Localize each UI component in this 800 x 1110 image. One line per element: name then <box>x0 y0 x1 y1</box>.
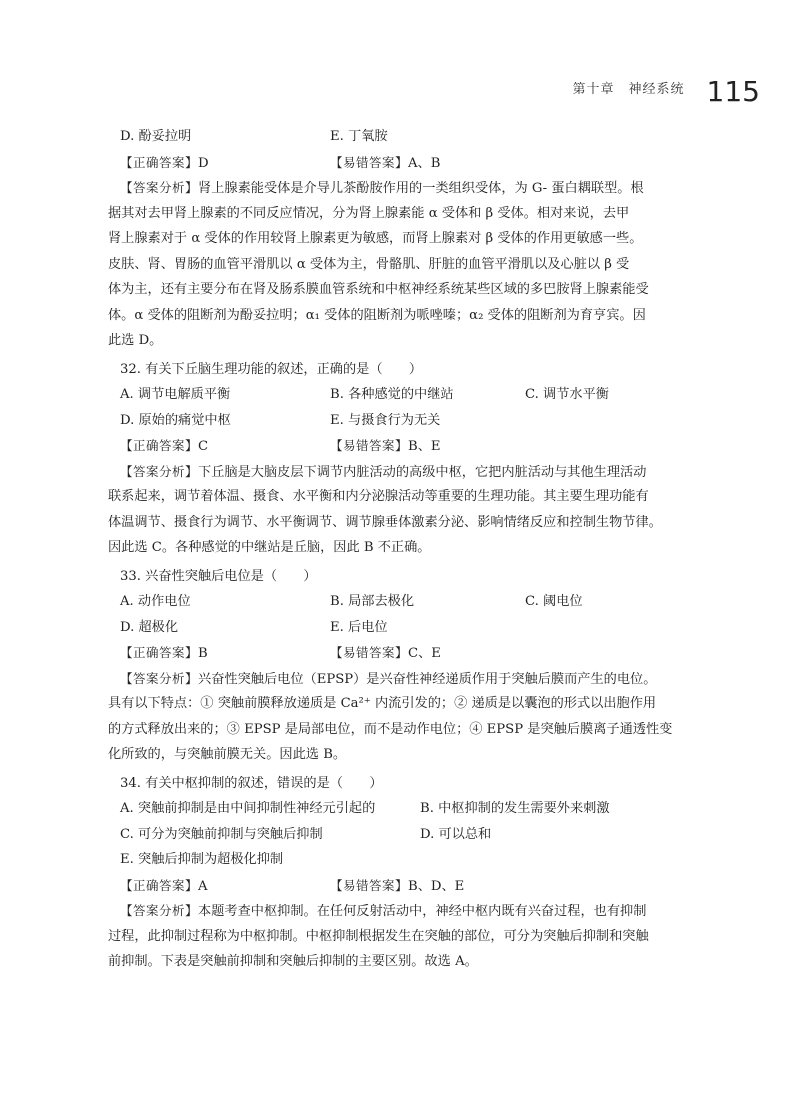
question-33-stem: 33. 兴奋性突触后电位是（ ） <box>120 568 317 584</box>
correct-answer-label: 【正确答案】 <box>120 877 199 893</box>
analysis-line: 据其对去甲肾上腺素的不同反应情况，分为肾上腺素能 α 受体和 β 受体。相对来说，去甲 <box>108 205 630 221</box>
options-row <box>120 382 690 408</box>
correct-answer-label: 【正确答案】 <box>120 645 199 660</box>
question-32-stem: 32. 有关下丘脑生理功能的叙述，正确的是（ ） <box>120 361 423 377</box>
question-34-stem: 34. 有关中枢抑制的叙述，错误的是（ ） <box>120 775 383 791</box>
option-b: B. 局部去极化 <box>330 594 415 609</box>
wrong-answer: C、E <box>408 646 441 661</box>
analysis-line: 肾上腺素对于 α 受体的作用较肾上腺素更为敏感，而肾上腺素对 β 受体的作用更敏感一些。 <box>108 231 643 246</box>
option-a: A. 突触前抑制是由中间抑制性神经元引起的 <box>120 801 376 816</box>
option-c: C. 调节水平衡 <box>525 387 609 402</box>
analysis-line: 具有以下特点：① 突触前膜释放递质是 Ca²⁺ 内流引发的；② 递质是以囊泡的形式以出胞作用 <box>108 696 657 711</box>
option-e: E. 突触后抑制为超极化抑制 <box>120 852 284 867</box>
options-row <box>120 124 690 150</box>
option-d: D. 原始的痛觉中枢 <box>120 412 231 428</box>
analysis-label: 【答案分析】 <box>120 903 199 918</box>
options-row <box>120 796 690 822</box>
option-b: B. 中枢抑制的发生需要外来刺激 <box>420 801 610 816</box>
analysis-line: 兴奋性突触后电位（EPSP）是兴奋性神经递质作用于突触后膜而产生的电位。 <box>198 671 657 687</box>
correct-answer-label: 【正确答案】 <box>120 154 199 170</box>
analysis-33 <box>108 666 690 768</box>
options-row <box>120 822 690 848</box>
option-e: E. 后电位 <box>330 619 388 635</box>
options-row <box>120 615 690 641</box>
page-number: 115 <box>706 75 760 108</box>
analysis-line: 因此选 C。各种感觉的中继站是丘脑，因此 B 不正确。 <box>108 540 431 555</box>
analysis-line: 体。α 受体的阻断剂为酚妥拉明；α₁ 受体的阻断剂为哌唑嗪；α₂ 受体的阻断剂为育亨宾。因 <box>108 307 646 323</box>
analysis-line: 的方式释放出来的；③ EPSP 是局部电位，而不是动作电位；④ EPSP 是突触后膜离子通透性变 <box>108 721 673 737</box>
analysis-line: 下丘脑是大脑皮层下调节内脏活动的高级中枢，它把内脏活动与其他生理活动 <box>198 464 647 480</box>
option-a: A. 调节电解质平衡 <box>120 387 231 402</box>
answer-row <box>120 150 690 176</box>
chapter-title: 第十章 神经系统 <box>572 82 685 97</box>
option-e: E. 丁氧胺 <box>330 129 388 144</box>
wrong-answer-label: 【易错答案】 <box>330 438 409 453</box>
correct-answer: C <box>198 439 209 454</box>
correct-answer: D <box>198 155 209 171</box>
analysis-32 <box>108 459 690 561</box>
wrong-answer-label: 【易错答案】 <box>330 645 409 660</box>
analysis-line: 皮肤、肾、胃肠的血管平滑肌以 α 受体为主，骨骼肌、肝脏的血管平滑肌以及心脏以 β 受 <box>108 256 630 272</box>
analysis-label: 【答案分析】 <box>120 463 199 479</box>
correct-answer: B <box>198 646 208 661</box>
analysis-34 <box>108 898 690 975</box>
wrong-answer: B、E <box>408 439 441 454</box>
correct-answer: A <box>198 878 208 894</box>
option-e: E. 与摄食行为无关 <box>330 412 441 428</box>
answer-row <box>120 433 690 459</box>
wrong-answer: A、B <box>408 155 441 171</box>
analysis-line: 过程，此抑制过程称为中枢抑制。中枢抑制根据发生在突触的部位，可分为突触后抑制和突触 <box>108 928 649 944</box>
option-c: C. 阈电位 <box>525 594 583 609</box>
analysis-line: 前抑制。下表是突触前抑制和突触后抑制的主要区别。故选 A。 <box>108 954 478 969</box>
analysis-line: 此选 D。 <box>108 333 163 348</box>
analysis-line: 联系起来，调节着体温、摄食、水平衡和内分泌腺活动等重要的生理功能。其主要生理功能有 <box>108 489 649 504</box>
page-header <box>573 66 760 106</box>
analysis-line: 本题考查中枢抑制。在任何反射活动中，神经中枢内既有兴奋过程，也有抑制 <box>198 904 647 919</box>
answer-row <box>120 873 690 899</box>
wrong-answer: B、D、E <box>408 878 465 894</box>
analysis-line: 体温调节、摄食行为调节、水平衡调节、调节腺垂体激素分泌、影响情绪反应和控制生物节律。 <box>108 514 662 530</box>
correct-answer-label: 【正确答案】 <box>120 438 199 453</box>
answer-row <box>120 640 690 666</box>
analysis-line: 化所致的，与突触前膜无关。因此选 B。 <box>108 747 347 762</box>
page-content <box>108 124 690 975</box>
option-d: D. 酚妥拉明 <box>120 129 192 144</box>
options-row <box>120 847 690 873</box>
analysis-line: 肾上腺素能受体是介导儿茶酚胺作用的一类组织受体，为 G- 蛋白耦联型。根 <box>198 181 644 196</box>
options-row <box>120 589 690 615</box>
analysis-label: 【答案分析】 <box>120 180 199 195</box>
wrong-answer-label: 【易错答案】 <box>330 154 409 170</box>
wrong-answer-label: 【易错答案】 <box>330 877 409 893</box>
analysis-line: 体为主，还有主要分布在肾及肠系膜血管系统和中枢神经系统某些区域的多巴胺肾上腺素能受 <box>108 282 649 297</box>
analysis-label: 【答案分析】 <box>120 670 199 686</box>
option-b: B. 各种感觉的中继站 <box>330 387 454 402</box>
option-d: D. 可以总和 <box>420 826 492 842</box>
analysis-31 <box>108 175 690 354</box>
options-row <box>120 408 690 434</box>
option-d: D. 超极化 <box>120 619 179 635</box>
option-a: A. 动作电位 <box>120 594 191 609</box>
option-c: C. 可分为突触前抑制与突触后抑制 <box>120 826 323 842</box>
